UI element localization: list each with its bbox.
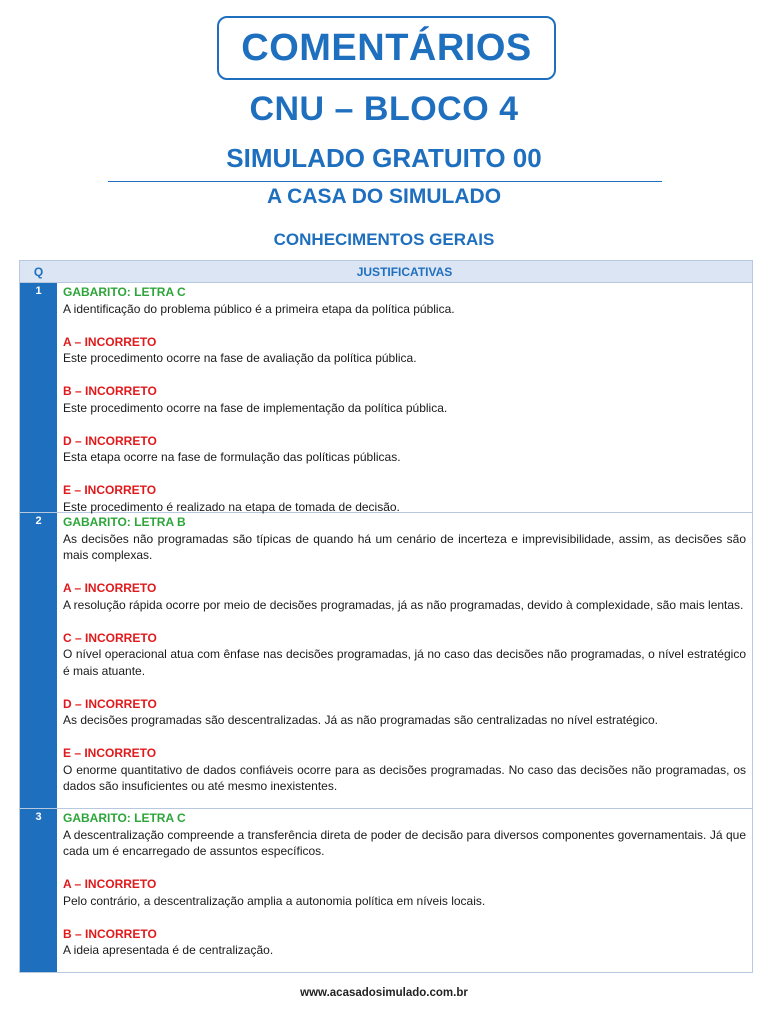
- intro-text: A descentralização compreende a transferência direta de poder de decisão para diversos componentes governamentais. Já que cada um é encarregado de assuntos específicos.: [63, 827, 746, 858]
- intro-text: A identificação do problema público é a primeira etapa da política pública.: [63, 301, 455, 316]
- incorrect-text: Este procedimento ocorre na fase de avaliação da política pública.: [63, 351, 417, 365]
- question-number: 2: [20, 513, 57, 808]
- question-number: 3: [20, 809, 57, 972]
- incorrect-text: Este procedimento ocorre na fase de implementação da política pública.: [63, 400, 448, 415]
- justification-cell: [57, 283, 752, 512]
- brand-title: A CASA DO SIMULADO: [266, 185, 502, 208]
- gabarito-label: GABARITO: LETRA C: [63, 811, 186, 825]
- divider: [108, 181, 662, 182]
- incorrect-label: A – INCORRETO: [63, 877, 157, 891]
- page-title-box: [217, 16, 556, 80]
- incorrect-label: A – INCORRETO: [63, 334, 157, 349]
- simulado-title: SIMULADO GRATUITO 00: [226, 143, 542, 173]
- column-header-q: Q: [33, 265, 44, 279]
- question-number: 1: [20, 283, 57, 512]
- section-title: CONHECIMENTOS GERAIS: [273, 230, 495, 249]
- incorrect-label: D – INCORRETO: [63, 433, 157, 448]
- table-header: [20, 261, 752, 283]
- justification-cell: [57, 809, 752, 972]
- answers-table: [19, 260, 753, 973]
- footer-url[interactable]: www.acasadosimulado.com.br: [300, 987, 468, 999]
- incorrect-label: B – INCORRETO: [63, 926, 157, 941]
- incorrect-label: C – INCORRETO: [63, 630, 157, 645]
- table-row: [20, 809, 752, 972]
- incorrect-text: A resolução rápida ocorre por meio de decisões programadas, já as não programadas, devido à complexidade, são mais lentas.: [63, 597, 744, 612]
- incorrect-label: B – INCORRETO: [63, 384, 157, 398]
- incorrect-text: A ideia apresentada é de centralização.: [63, 943, 274, 957]
- incorrect-text: As decisões programadas são descentralizadas. Já as não programadas são centralizadas no nível estratégico.: [63, 713, 659, 727]
- gabarito-label: GABARITO: LETRA B: [63, 515, 186, 529]
- page-title: COMENTÁRIOS: [241, 26, 532, 69]
- incorrect-text: Esta etapa ocorre na fase de formulação das políticas públicas.: [63, 450, 401, 464]
- incorrect-text: Este procedimento é realizado na etapa de tomada de decisão.: [63, 499, 400, 514]
- incorrect-label: D – INCORRETO: [63, 696, 157, 711]
- incorrect-text: O nível operacional atua com ênfase nas decisões programadas, já no caso das decisões não programadas, o nível estratégico é mais atuante.: [63, 647, 746, 678]
- table-row: [20, 513, 752, 809]
- column-header-justificativas: JUSTIFICATIVAS: [356, 265, 453, 279]
- gabarito-label: GABARITO: LETRA C: [63, 285, 186, 299]
- subtitle: CNU – BLOCO 4: [249, 90, 519, 128]
- justification-cell: [57, 513, 752, 808]
- table-row: [20, 283, 752, 513]
- incorrect-label: E – INCORRETO: [63, 483, 157, 497]
- incorrect-label: A – INCORRETO: [63, 581, 157, 595]
- incorrect-text: O enorme quantitativo de dados confiáveis ocorre para as decisões programadas. No caso das decisões não programadas, os dados são insuficientes ou até mesmo inexistentes.: [63, 762, 746, 793]
- intro-text: As decisões não programadas são típicas de quando há um cenário de incerteza e imprevisibilidade, assim, as decisões são mais complexas.: [63, 531, 746, 562]
- incorrect-text: Pelo contrário, a descentralização amplia a autonomia política em níveis locais.: [63, 893, 486, 908]
- incorrect-label: E – INCORRETO: [63, 746, 157, 760]
